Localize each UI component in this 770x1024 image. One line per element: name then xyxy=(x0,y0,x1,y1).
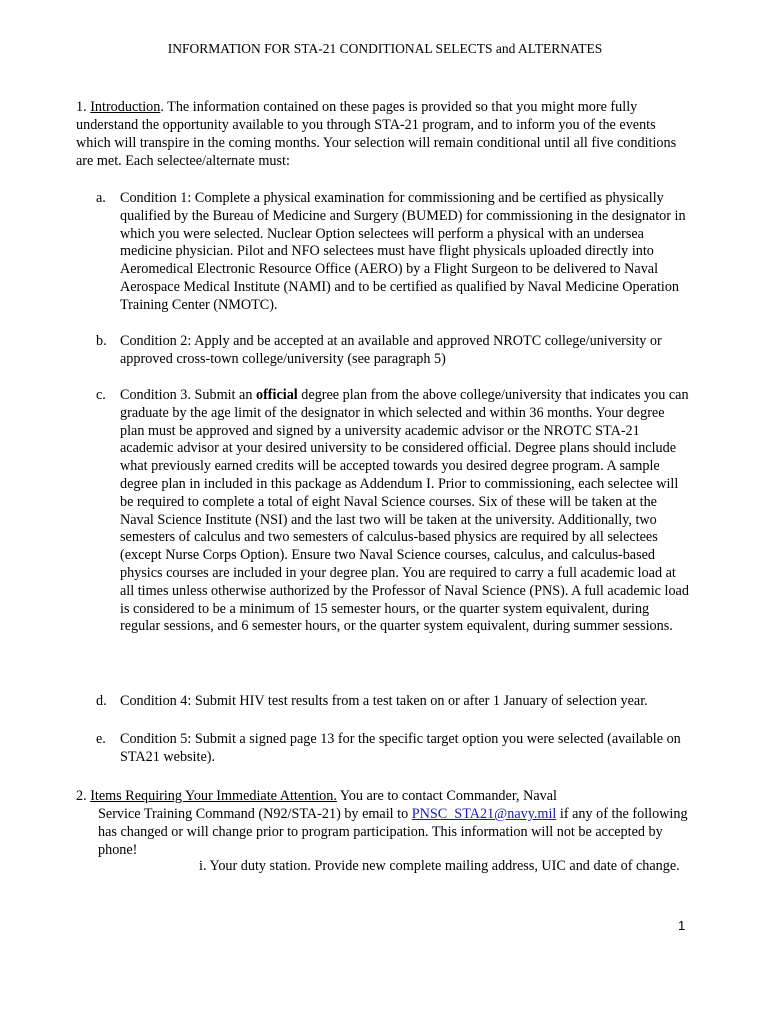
intro-number: 1. xyxy=(76,99,91,115)
items-first-line xyxy=(76,787,690,805)
condition-text: Condition 2: Apply and be accepted at an available and approved NROTC college/university or approved cross-town college/university (see paragraph 5) xyxy=(120,333,662,367)
condition-text: Condition 1: Complete a physical examination for commissioning and be certified as physically qualified by the Bureau of Medicine and Surgery (BUMED) for commissioning in the designator in which you were selected. Nuclear Option selectees will perform a physical with an undersea medicine physician. Pilot and NFO selectees must have flight physicals uploaded directly into Aeromedical Electronic Resource Office (AERO) by a Flight Surgeon to be delivered to Naval Aerospace Medical Institute (NAMI) and to be certified as qualified by Naval Medicine Operation Training Center (NMOTC). xyxy=(120,190,686,313)
condition-text-after: degree plan from the above college/university that indicates you can graduate by the age limit of the designator in which selected and within 36 months. Your degree plan must be approved and signed by a university academic advisor or the NROTC STA-21 academic advisor at your desired university to be considered official. Degree plans should include what previously earned credits will be accepted towards you desired degree program. A sample degree plan in included in this package as Addendum I. Prior to commissioning, each selectee will be required to complete a total of eight Naval Science courses. Six of these will be taken at the Naval Science Institute (NSI) and the last two will be taken at the university. Additionally, two semesters of calculus and two semesters of calculus-based physics are required by all selectees (except Nurse Corps Option). Ensure two Naval Science courses, calculus, and calculus-based physics courses are included in your degree plan. You are required to carry a full academic load at all times unless otherwise authorized by the Professor of Naval Science (PNS). A full academic load is considered to be a minimum of 15 semester hours, or the quarter system equivalent, during regular sessions, and 6 semester hours, or the quarter system equivalent, during summer sessions. xyxy=(120,387,689,635)
condition-label: a. xyxy=(96,190,106,206)
items-number: 2. xyxy=(76,788,91,804)
condition-e xyxy=(96,731,692,767)
intro-text: . The information contained on these pages is provided so that you might more fully understand the opportunity available to you through STA-21 program, and to inform you of the events which will transpire in the coming months. Your selection will remain conditional until all five conditions are met. Each selectee/alternate must: xyxy=(76,99,677,169)
intro-heading: Introduction xyxy=(90,99,161,115)
items-paragraph xyxy=(76,787,690,859)
condition-d xyxy=(96,693,692,711)
page-header-title: INFORMATION FOR STA-21 CONDITIONAL SELECTS and ALTERNATES xyxy=(167,41,603,56)
condition-text-bold: official xyxy=(255,387,298,403)
condition-label: d. xyxy=(96,693,107,709)
condition-text xyxy=(120,387,692,636)
items-rest-before: Service Training Command (N92/STA-21) by email to xyxy=(98,806,412,822)
condition-label: c. xyxy=(96,387,106,403)
email-link[interactable]: PNSC_STA21@navy.mil xyxy=(411,806,557,822)
items-heading: Items Requiring Your Immediate Attention. xyxy=(90,788,337,804)
condition-c xyxy=(96,387,692,636)
items-line1: You are to contact Commander, Naval xyxy=(336,788,557,804)
items-body xyxy=(98,805,690,859)
condition-a xyxy=(96,190,692,315)
condition-label: e. xyxy=(96,731,106,747)
page-number: 1 xyxy=(678,918,686,933)
condition-text: Condition 5: Submit a signed page 13 for the specific target option you were selected (available on STA21 website). xyxy=(120,731,681,765)
condition-b xyxy=(96,333,692,369)
intro-paragraph xyxy=(76,98,690,170)
sub-item-duty-station: i. Your duty station. Provide new complete mailing address, UIC and date of change. xyxy=(199,858,680,874)
condition-text: Condition 4: Submit HIV test results from a test taken on or after 1 January of selection year. xyxy=(120,693,648,709)
condition-label: b. xyxy=(96,333,107,349)
items-rest-after: if any of the following has changed or will change prior to program participation. This information will not be accepted by phone! xyxy=(98,806,688,858)
condition-text-before: Condition 3. Submit an xyxy=(120,387,256,403)
